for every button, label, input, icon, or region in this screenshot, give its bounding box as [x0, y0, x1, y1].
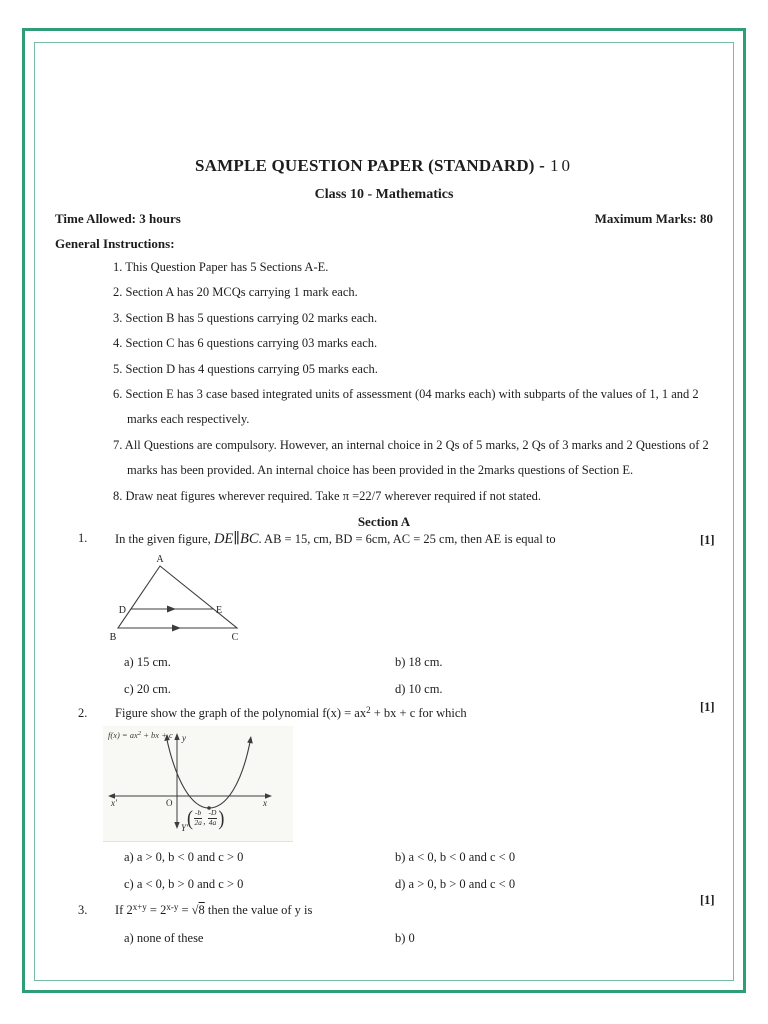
- instruction-item: 1. This Question Paper has 5 Sections A-E.: [113, 260, 329, 274]
- point-label-d: D: [118, 605, 126, 616]
- question-2-marks: [1]: [700, 700, 715, 714]
- q1-option-c: c) 20 cm.: [124, 682, 171, 696]
- q3-option-b: b) 0: [395, 931, 415, 945]
- arrow-icon: [167, 606, 176, 613]
- instruction-item: 7. All Questions are compulsory. However, an internal choice in 2 Qs of 5 marks, 2 Qs of 3 marks and 2 Questions of 2 marks has been provided. An internal choice has been provided in the 2marks questions of Section E.: [113, 437, 709, 478]
- fraction-minus-b-over-2a: $\frac{-b}{2a}$: [194, 808, 202, 827]
- time-allowed: Time Allowed: 3 hours: [55, 211, 181, 226]
- axis-label-y-prime: Y': [181, 823, 188, 833]
- meta-row: [55, 211, 713, 227]
- axis-label-x: x: [263, 798, 267, 808]
- q2-option-a: a) a > 0, b < 0 and c > 0: [124, 850, 244, 864]
- instruction-item: 8. Draw neat figures wherever required. Take π =22/7 wherever required if not stated.: [113, 488, 542, 503]
- section-a-heading: Section A: [357, 514, 411, 529]
- page-title-number: 10: [549, 156, 573, 175]
- axis-label-y: y: [182, 733, 186, 743]
- q2-option-d: d) a > 0, b > 0 and c < 0: [395, 877, 516, 891]
- question-1-text: In the given figure, DE∥BC. AB = 15, cm, BD = 6cm, AC = 25 cm, then AE is equal to: [115, 531, 556, 547]
- instruction-item: 3. Section B has 5 questions carrying 02 marks each.: [113, 310, 378, 325]
- fraction-minus-d-over-4a: $\frac{-D}{4a}$: [208, 808, 217, 827]
- origin-label: O: [166, 798, 173, 808]
- q2-option-b: b) a < 0, b < 0 and c < 0: [395, 850, 516, 864]
- sqrt-sign: √: [191, 903, 199, 917]
- instruction-item: 6. Section E has 3 case based integrated units of assessment (04 marks each) with subparts of the values of 1, 1 and 2 marks each respectively.: [113, 387, 699, 427]
- question-1-number: 1.: [78, 531, 88, 545]
- page-title-text: SAMPLE QUESTION PAPER (STANDARD) -: [195, 156, 545, 175]
- question-3-marks: [1]: [700, 893, 715, 907]
- general-instructions-heading: General Instructions:: [55, 236, 175, 251]
- vertex-coordinates-label: ( $\frac{-b}{2a}$ , $\frac{-D}{4a}$ ): [187, 806, 225, 830]
- question-2-number: 2.: [78, 706, 88, 720]
- triangle-outline: [118, 566, 237, 628]
- q1-option-b: b) 18 cm.: [395, 655, 443, 669]
- instruction-item: 5. Section D has 4 questions carrying 05 marks each.: [113, 361, 378, 376]
- q1-option-d: d) 10 cm.: [395, 682, 443, 696]
- q3-option-a: a) none of these: [124, 931, 204, 945]
- vertex-label-a: A: [156, 554, 164, 565]
- parabola-figure: [103, 726, 293, 842]
- vertex-label-b: B: [109, 632, 117, 643]
- triangle-figure: [100, 550, 260, 650]
- instruction-item: 4. Section C has 6 questions carrying 03 marks each.: [113, 336, 378, 351]
- question-2-text: Figure show the graph of the polynomial $f(x) = ax^2$ + bx + c for which: [115, 704, 467, 720]
- q1-option-a: a) 15 cm.: [124, 655, 171, 669]
- point-label-e: E: [216, 605, 223, 616]
- page-subtitle: Class 10 - Mathematics: [314, 187, 454, 202]
- maximum-marks: Maximum Marks: 80: [594, 211, 713, 226]
- instruction-item: 2. Section A has 20 MCQs carrying 1 mark each.: [113, 285, 358, 300]
- axis-label-x-prime: x': [111, 798, 117, 808]
- vertex-label-c: C: [231, 632, 239, 643]
- question-3-number: 3.: [78, 903, 88, 917]
- parabola-curve: [167, 740, 250, 808]
- page-title: [0, 156, 768, 176]
- parallel-math-expression: DE∥BC: [213, 531, 259, 547]
- arrow-icon: [172, 625, 181, 632]
- figure-formula: $f(x) = ax^2$ + bx + c: [108, 730, 173, 740]
- arrow-icon: [174, 822, 179, 829]
- q2-option-c: c) a < 0, b > 0 and c > 0: [124, 877, 244, 891]
- arrow-icon: [247, 736, 253, 744]
- instructions-list: [113, 255, 725, 509]
- question-1-marks: [1]: [700, 533, 715, 547]
- arrow-icon: [174, 733, 179, 740]
- question-3-text: If $2^{x+y} = 2^{x-y} = √8$ then the value of y is: [115, 901, 313, 917]
